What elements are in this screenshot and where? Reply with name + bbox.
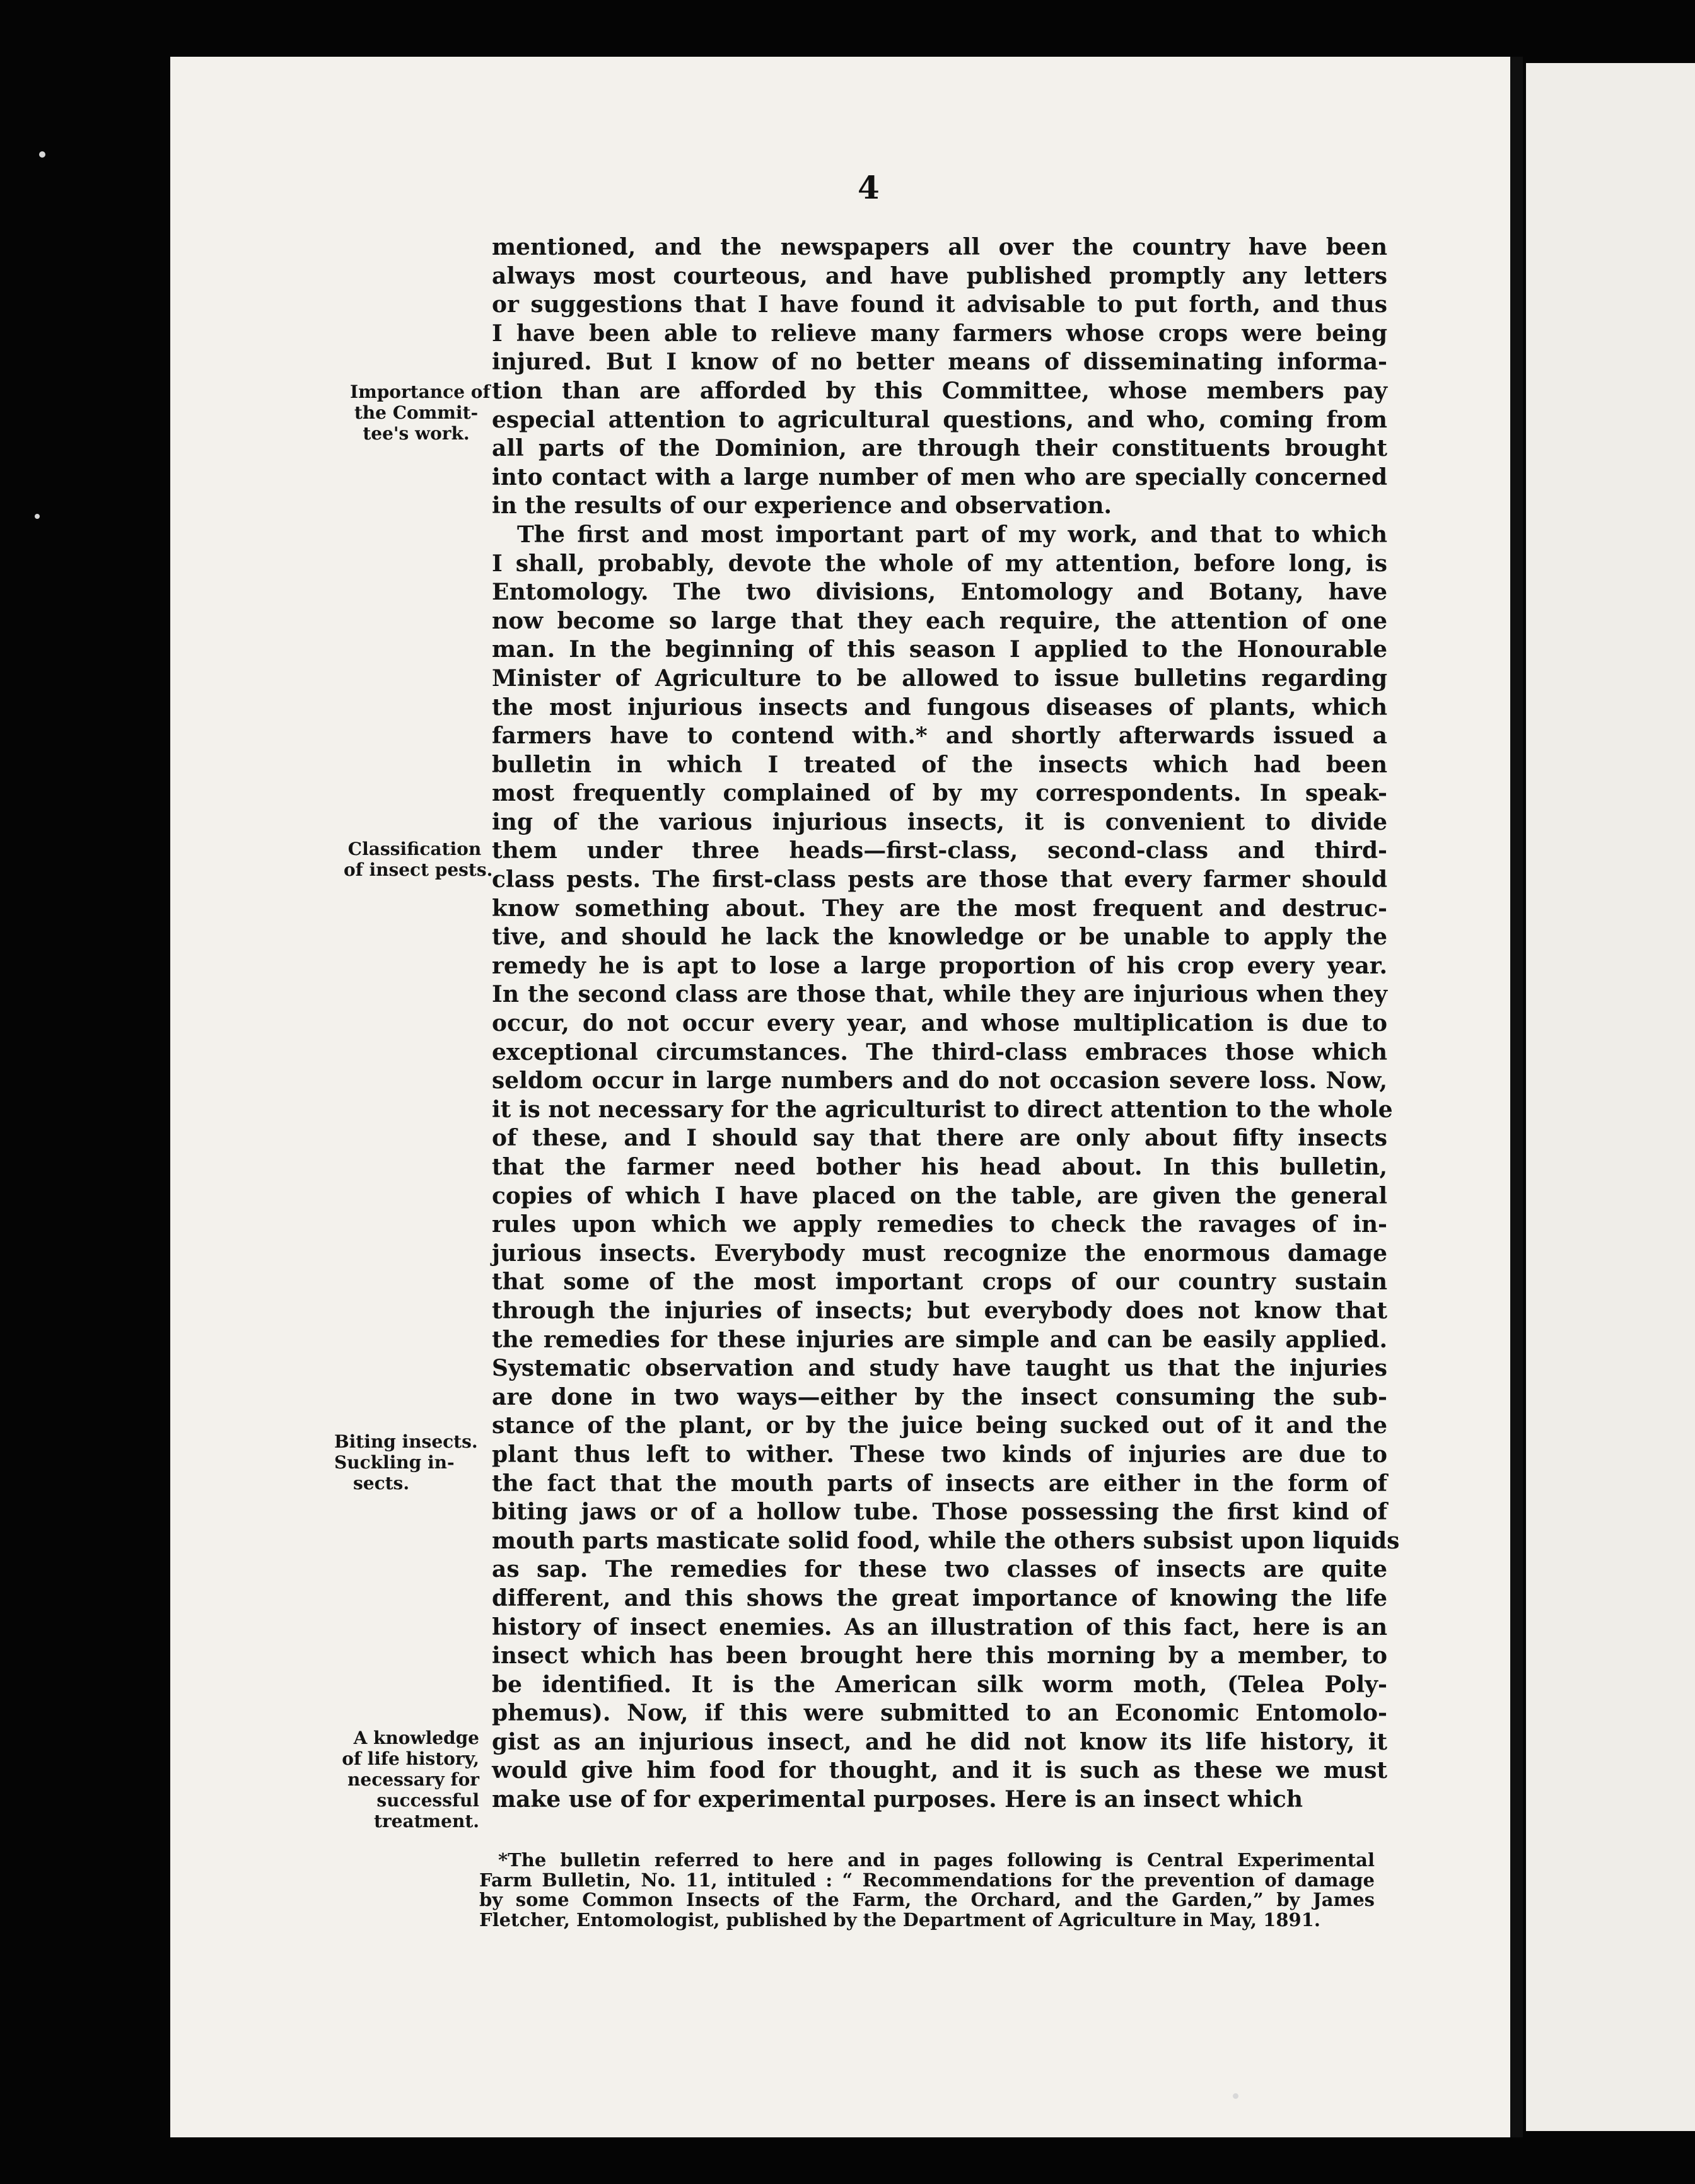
footnote [479,1850,1375,1930]
dust-speck [39,151,45,158]
text-line: Entomology. The two divisions, Entomology and Botany, have [492,579,1387,606]
text-line: as sap. The remedies for these two classes of insects are quite [492,1556,1387,1583]
footnote-line: *The bulletin referred to here and in pages following is Central Experimental [498,1849,1375,1871]
text-line: biting jaws or of a hollow tube. Those possessing the first kind of [492,1499,1387,1526]
text-line: different, and this shows the great importance of knowing the life [492,1584,1387,1612]
text-line: Systematic observation and study have taught us that the injuries [492,1355,1387,1382]
side-note-committee [350,381,491,444]
text-line: plant thus left to wither. These two kinds of injuries are due to [492,1441,1387,1468]
text-line: that the farmer need bother his head about. In this bulletin, [492,1154,1387,1180]
text-line: The first and most important part of my work, and that to which [517,521,1387,548]
text-line: injured. But I know of no better means of disseminating informa- [492,349,1387,376]
text-line: man. In the beginning of this season I applied to the Honourable [492,636,1387,663]
text-line: insect which has been brought here this morning by a member, to [492,1642,1387,1670]
text-line: stance of the plant, or by the juice being sucked out of it and the [492,1412,1387,1439]
text-line: make use of for experimental purposes. Here is an insect which [492,1786,1303,1813]
side-note-line: successful [376,1790,479,1811]
text-line: or suggestions that I have found it advisable to put forth, and thus [492,291,1387,318]
dust-speck [35,514,40,519]
text-line: it is not necessary for the agriculturist to direct attention to the whole [492,1096,1393,1123]
text-line: especial attention to agricultural questions, and who, coming from [492,406,1387,433]
body-text [492,233,1400,1815]
text-line: Minister of Agriculture to be allowed to issue bulletins regarding [492,665,1387,692]
page-gutter [1510,57,1523,2137]
side-note-line: A knowledge [353,1728,479,1748]
text-line: most frequently complained of by my correspondents. In speak- [492,780,1387,807]
side-note-line: Importance of [350,381,491,402]
text-line: exceptional circumstances. The third-class embraces those which [492,1038,1387,1066]
side-note-line: of insect pests. [344,859,493,880]
text-line: the most injurious insects and fungous diseases of plants, which [492,694,1387,721]
text-line: in the results of our experience and observation. [492,492,1112,520]
text-line: through the injuries of insects; but everybody does not know that [492,1297,1387,1324]
text-line: into contact with a large number of men who are specially concerned [492,463,1387,491]
text-line: ing of the various injurious insects, it is convenient to divide [492,808,1387,835]
text-line: seldom occur in large numbers and do not occasion severe loss. Now, [492,1067,1387,1095]
text-line: gist as an injurious insect, and he did not know its life history, it [492,1728,1387,1755]
text-line: history of insect enemies. As an illustration of this fact, here is an [492,1613,1387,1641]
footnote-line: by some Common Insects of the Farm, the Orchard, and the Garden,” by James [479,1889,1375,1910]
text-line: I shall, probably, devote the whole of my attention, before long, is [492,550,1387,577]
text-line: that some of the most important crops of our country sustain [492,1269,1387,1296]
text-line: mentioned, and the newspapers all over the country have been [492,234,1387,260]
text-line: tive, and should he lack the knowledge or be unable to apply the [492,924,1387,951]
side-note-line: Classification [347,839,482,859]
text-line: bulletin in which I treated of the insects which had been [492,751,1387,778]
side-note-line: treatment. [373,1811,479,1832]
text-line: are done in two ways—either by the insect consuming the sub- [492,1383,1387,1410]
side-note-line: Suckling in- [334,1452,455,1473]
page-number: 4 [858,169,880,206]
side-note-line: necessary for [347,1769,479,1790]
side-note-line: of life history, [342,1748,479,1769]
text-line: now become so large that they each require, the attention of one [492,607,1387,634]
right-page-edge [1526,63,1695,2131]
dust-speck [1233,2093,1238,2099]
text-line: all parts of the Dominion, are through their constituents brought [492,435,1387,462]
text-line: the fact that the mouth parts of insects are either in the form of [492,1470,1387,1497]
text-line: class pests. The first-class pests are those that every farmer should [492,866,1387,893]
text-line: tion than are afforded by this Committee, whose members pay [492,377,1387,404]
text-line: copies of which I have placed on the table, are given the general [492,1182,1387,1209]
text-line: know something about. They are the most frequent and destruc- [492,895,1387,922]
footnote-line: Farm Bulletin, No. 11, intituled : “ Recommendations for the prevention of damage [479,1869,1375,1891]
side-note-line: Biting insects. [334,1431,478,1452]
text-line: phemus). Now, if this were submitted to an Economic Entomolo- [492,1700,1387,1727]
text-line: jurious insects. Everybody must recognize the enormous damage [492,1240,1387,1267]
text-line: the remedies for these injuries are simple and can be easily applied. [492,1326,1387,1353]
text-line: would give him food for thought, and it is such as these we must [492,1757,1387,1784]
footnote-line: Fletcher, Entomologist, published by the Department of Agriculture in May, 1891. [479,1908,1320,1931]
text-line: be identified. It is the American silk worm moth, (Telea Poly- [492,1671,1387,1698]
side-note-line: tee's work. [363,423,470,444]
text-line: of these, and I should say that there are only about fifty insects [492,1125,1387,1152]
side-note-line: sects. [353,1473,410,1494]
side-note-line: the Commit- [354,402,479,423]
text-line: remedy he is apt to lose a large proportion of his crop every year. [492,952,1387,979]
side-note-classification [344,839,493,880]
text-line: rules upon which we apply remedies to check the ravages of in- [492,1211,1387,1238]
text-line: them under three heads—first-class, second-class and third- [492,837,1387,864]
text-line: farmers have to contend with.* and shortly afterwards issued a [492,723,1387,750]
text-line: I have been able to relieve many farmers whose crops were being [492,320,1387,347]
text-line: occur, do not occur every year, and whose multiplication is due to [492,1010,1387,1037]
side-note-biting [334,1431,486,1494]
text-line: mouth parts masticate solid food, while the others subsist upon liquids [492,1527,1400,1554]
side-note-knowledge [322,1728,479,1832]
text-line: In the second class are those that, while they are injurious when they [492,981,1387,1008]
text-line: always most courteous, and have published promptly any letters [492,262,1387,289]
